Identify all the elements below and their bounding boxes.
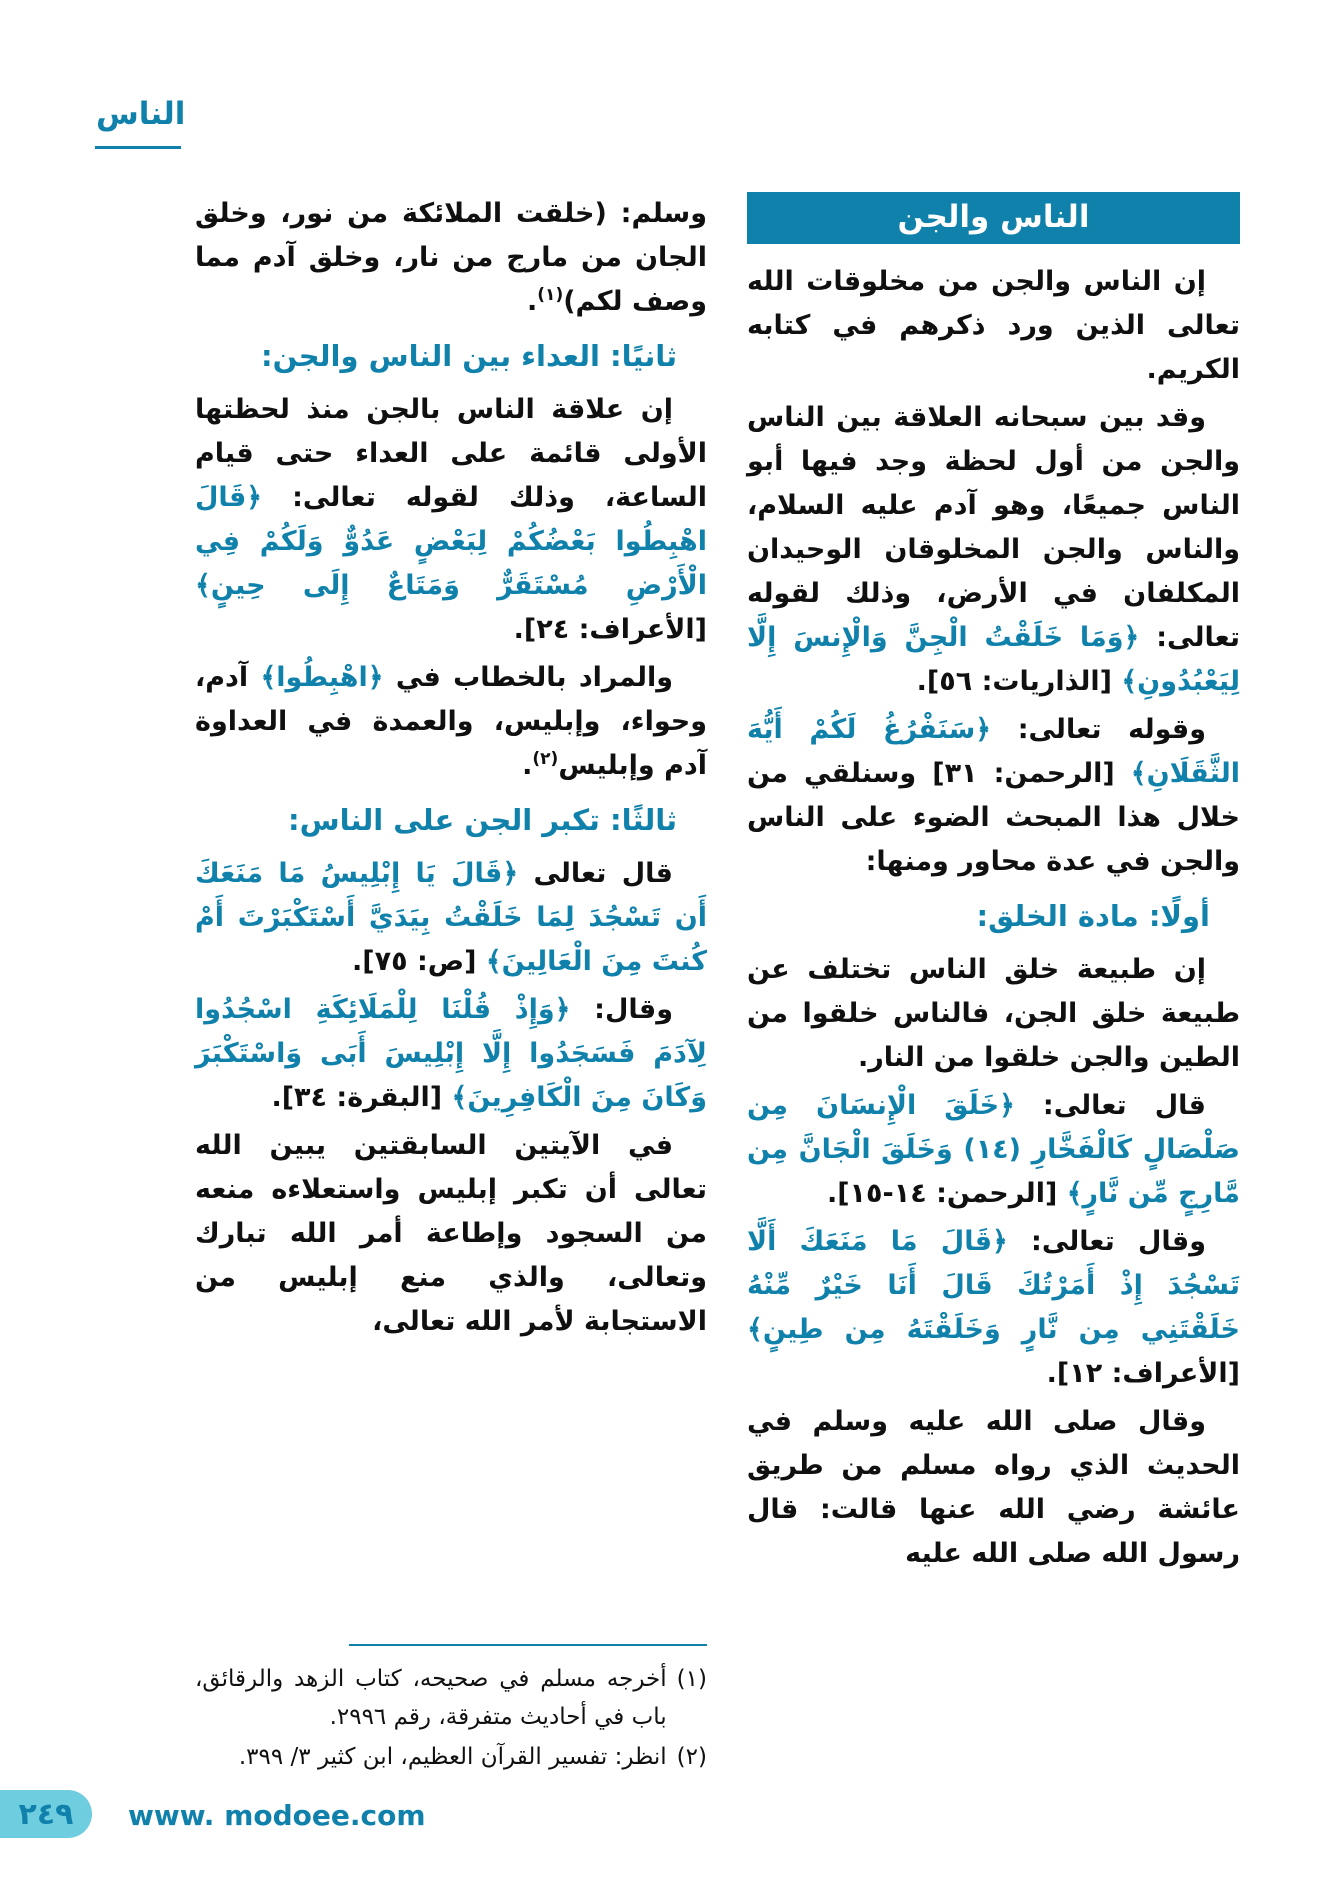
page-number: ٢٤٩ (18, 1796, 74, 1832)
running-head-rule (95, 146, 181, 149)
footnote-marker: (٢) (676, 1744, 707, 1770)
quran-verse: ﴿وَإِذْ قُلْنَا لِلْمَلَائِكَةِ اسْجُدُوا لِآدَمَ فَسَجَدُوا إِلَّا إِبْلِيسَ أَبَى وَاسْتَكْبَرَ وَكَانَ مِنَ الْكَافِرِينَ﴾ (195, 994, 707, 1113)
quran-verse: ﴿سَنَفْرُغُ لَكُمْ أَيُّهَ الثَّقَلَانِ﴾ (747, 714, 1240, 789)
footnotes-list (195, 1660, 707, 1776)
paragraph (747, 260, 1240, 392)
verse-reference: [الأعراف: ٢٤]. (513, 614, 707, 645)
footnote-text: انظر: تفسير القرآن العظيم، ابن كثير ٣/ ٣٩٩. (238, 1744, 667, 1770)
paragraph (195, 656, 707, 788)
section-heading (747, 894, 1240, 938)
body-text: أولًا: مادة الخلق: (976, 899, 1210, 933)
paragraph (747, 1400, 1240, 1576)
section-heading (195, 334, 707, 378)
body-text: وقد بين سبحانه العلاقة بين الناس والجن من أول لحظة وجد فيها أبو الناس جميعًا، وهو آدم عليه السلام، والناس والجن المخلوقان الوحيدان المكلفان في الأرض، وذلك لقوله تعالى: (747, 402, 1240, 653)
paragraph (747, 396, 1240, 704)
body-text: إن الناس والجن من مخلوقات الله تعالى الذين ورد ذكرهم في كتابه الكريم. (747, 266, 1240, 385)
footnote-text: أخرجه مسلم في صحيحه، كتاب الزهد والرقائق، باب في أحاديث متفرقة، رقم ٢٩٩٦. (195, 1666, 667, 1730)
body-text: وقال: (570, 994, 673, 1025)
footnote (195, 1660, 707, 1736)
body-text: وقال صلى الله عليه وسلم في الحديث الذي رواه مسلم من طريق عائشة رضي الله عنها قالت: قال رسول الله صلى الله عليه (747, 1406, 1240, 1569)
paragraph (747, 708, 1240, 884)
verse-reference: [البقرة: ٣٤]. (271, 1082, 452, 1113)
quran-verse: ﴿خَلَقَ الْإِنسَانَ مِن صَلْصَالٍ كَالْفَخَّارِ (١٤) وَخَلَقَ الْجَانَّ مِن مَّارِجٍ مِّن نَّارٍ﴾ (747, 1090, 1240, 1209)
chapter-title-box: الناس والجن (747, 192, 1240, 244)
right-column-body (747, 260, 1240, 1576)
footnote-separator (349, 1644, 707, 1646)
verse-reference: [الرحمن: ١٤-١٥]. (826, 1178, 1067, 1209)
quran-verse: ﴿قَالَ يَا إِبْلِيسُ مَا مَنَعَكَ أَن تَسْجُدَ لِمَا خَلَقْتُ بِيَدَيَّ أَسْتَكْبَرْتَ أَمْ كُنتَ مِنَ الْعَالِينَ﴾ (195, 858, 707, 977)
paragraph (195, 988, 707, 1120)
paragraph (195, 192, 707, 324)
verse-reference: [الذاريات: ٥٦]. (916, 666, 1122, 697)
left-column-body (195, 192, 707, 1348)
body-text: آدم، وحواء، وإبليس، والعمدة في العداوة آدم وإبليس (195, 662, 707, 781)
body-text: قال تعالى (518, 858, 673, 889)
paragraph (195, 852, 707, 984)
running-head-title: الناس (96, 96, 186, 132)
page-number-badge (0, 1790, 92, 1838)
quran-verse: ﴿اهْبِطُوا﴾ (260, 662, 384, 693)
body-text: في الآيتين السابقتين يبين الله تعالى أن تكبر إبليس واستعلاءه منعه من السجود وإطاعة أمر الله تبارك وتعالى، والذي منع إبليس من الاستجابة لأمر الله تعالى، (195, 1130, 707, 1337)
body-text: وقال تعالى: (1007, 1226, 1206, 1257)
column-right (747, 192, 1240, 1778)
text-columns (195, 192, 1240, 1778)
body-text: وسنلقي من خلال هذا المبحث الضوء على الناس والجن في عدة محاور ومنها: (747, 758, 1240, 877)
body-text: والمراد بالخطاب في (383, 662, 673, 693)
footnote-marker-inline: (٢) (532, 749, 559, 769)
quran-verse: ﴿وَمَا خَلَقْتُ الْجِنَّ وَالْإِنسَ إِلَّا لِيَعْبُدُونِ﴾ (747, 622, 1240, 697)
footnote-marker: (١) (676, 1666, 707, 1692)
body-text: . (522, 750, 533, 781)
body-text: وسلم: (خلقت الملائكة من نور، وخلق الجان من مارج من نار، وخلق آدم مما وصف لكم) (195, 198, 707, 317)
verse-reference: [ص: ٧٥]. (351, 946, 486, 977)
body-text: وقوله تعالى: (991, 714, 1206, 745)
footnote-marker-inline: (١) (537, 285, 564, 305)
paragraph (195, 388, 707, 652)
paragraph (747, 1084, 1240, 1216)
quran-verse: ﴿قَالَ اهْبِطُوا بَعْضُكُمْ لِبَعْضٍ عَدُوٌّ وَلَكُمْ فِي الْأَرْضِ مُسْتَقَرٌّ وَمَتَاعٌ إِلَى حِينٍ﴾ (195, 482, 707, 601)
column-left (195, 192, 707, 1778)
body-text: إن علاقة الناس بالجن منذ لحظتها الأولى قائمة على العداء حتى قيام الساعة، وذلك لقوله تعالى: (195, 394, 707, 513)
body-text: إن طبيعة خلق الناس تختلف عن طبيعة خلق الجن، فالناس خلقوا من الطين والجن خلقوا من النار. (747, 954, 1240, 1073)
paragraph (195, 1124, 707, 1344)
website-link[interactable]: www. modoee.com (128, 1799, 426, 1832)
paragraph (747, 948, 1240, 1080)
quran-verse: ﴿قَالَ مَا مَنَعَكَ أَلَّا تَسْجُدَ إِذْ أَمَرْتُكَ قَالَ أَنَا خَيْرٌ مِّنْهُ خَلَقْتَنِي مِن نَّارٍ وَخَلَقْتَهُ مِن طِينٍ﴾ (747, 1226, 1240, 1345)
body-text: . (527, 286, 538, 317)
verse-reference: [الرحمن: ٣١] (932, 758, 1131, 789)
footnote (195, 1738, 707, 1776)
section-heading (195, 798, 707, 842)
verse-reference: [الأعراف: ١٢]. (1046, 1358, 1240, 1389)
body-text: ثالثًا: تكبر الجن على الناس: (288, 803, 677, 837)
footnotes-section (195, 1640, 707, 1778)
body-text: ثانيًا: العداء بين الناس والجن: (261, 339, 677, 373)
body-text: قال تعالى: (1014, 1090, 1206, 1121)
paragraph (747, 1220, 1240, 1396)
